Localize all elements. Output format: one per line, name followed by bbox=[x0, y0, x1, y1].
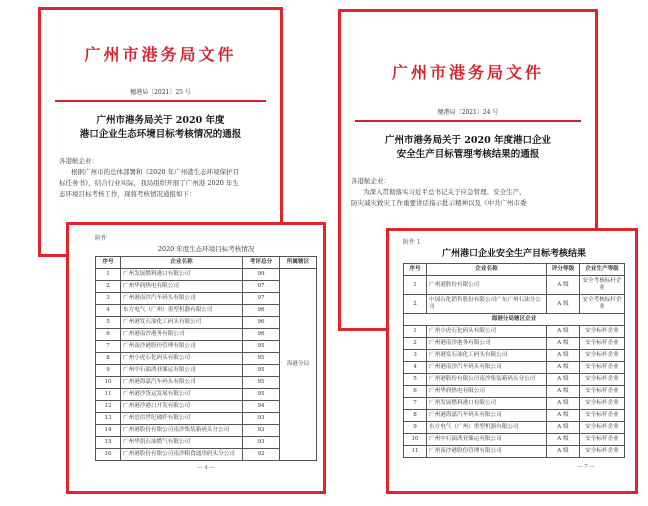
row-index: 2 bbox=[96, 281, 121, 293]
grade-cell: A 级 bbox=[547, 295, 580, 314]
score-cell: 97 bbox=[243, 293, 280, 305]
header-divider bbox=[355, 120, 581, 122]
row-index: 11 bbox=[404, 446, 427, 458]
attachment-safety-table bbox=[386, 228, 638, 494]
company-name: 中国石化销售股份有限公司广东广州石油分公司 bbox=[427, 295, 547, 314]
document-body: 各港航企业： 根据广州市的总体部署和《2020 年广州港生态环境保护目 标任务书》，结合行业实际，我局组织开展了广州港 2020 年生 态环境目标考核工作，现将考核情况通报如下： bbox=[59, 156, 266, 200]
grade-cell: A 级 bbox=[547, 434, 580, 446]
level-cell: 安全考核标杆企业 bbox=[580, 295, 625, 314]
level-cell: 安全标杆企业 bbox=[580, 374, 625, 386]
company-name: 广州港发石油化工码头有限公司 bbox=[121, 317, 243, 329]
company-name: 广州港南沙港务有限公司 bbox=[121, 329, 243, 341]
score-cell: 93 bbox=[243, 437, 280, 449]
grade-cell: A 级 bbox=[547, 410, 580, 422]
grade-cell: A 级 bbox=[547, 276, 580, 295]
table-row bbox=[404, 295, 625, 314]
page-number: — 7 — bbox=[577, 464, 595, 470]
attachment-title: 2020 年度生态环境目标考核情况 bbox=[157, 245, 255, 253]
company-name: 广州港股份有限公司南沙粮食通用码头分公司 bbox=[121, 449, 243, 461]
district-cell: 海港分局 bbox=[280, 269, 317, 461]
row-index: 2 bbox=[404, 338, 427, 350]
row-index: 3 bbox=[96, 293, 121, 305]
table-row bbox=[404, 398, 625, 410]
level-cell: 安全标杆企业 bbox=[580, 350, 625, 362]
row-index: 7 bbox=[96, 341, 121, 353]
row-index: 1 bbox=[404, 276, 427, 295]
level-cell: 安全标杆企业 bbox=[580, 446, 625, 458]
level-cell: 安全标杆企业 bbox=[580, 434, 625, 446]
row-index: 7 bbox=[404, 398, 427, 410]
row-index: 8 bbox=[96, 353, 121, 365]
row-index: 3 bbox=[404, 350, 427, 362]
company-name: 广州中石油鸿业储运有限公司 bbox=[121, 365, 243, 377]
score-cell: 92 bbox=[243, 449, 280, 461]
level-cell: 安全标杆企业 bbox=[580, 422, 625, 434]
table-row bbox=[404, 350, 625, 362]
score-cell: 97 bbox=[243, 281, 280, 293]
document-number: 穗港局〔2021〕24 号 bbox=[437, 109, 499, 116]
salutation: 各港航企业： bbox=[351, 176, 390, 185]
safety-score-table bbox=[403, 263, 625, 458]
row-index: 12 bbox=[96, 401, 121, 413]
row-index: 11 bbox=[96, 389, 121, 401]
company-name: 广州小虎石化码头有限公司 bbox=[427, 326, 547, 338]
company-name: 广州华润热电有限公司 bbox=[121, 281, 243, 293]
grade-cell: A 级 bbox=[547, 374, 580, 386]
row-index: 5 bbox=[96, 317, 121, 329]
row-index: 4 bbox=[404, 362, 427, 374]
score-cell: 93 bbox=[243, 413, 280, 425]
company-name: 广州港南沙汽车码头有限公司 bbox=[427, 362, 547, 374]
company-name: 广州港发石油化工码头有限公司 bbox=[427, 350, 547, 362]
row-index: 9 bbox=[96, 365, 121, 377]
score-cell: 94 bbox=[243, 401, 280, 413]
document-body: 各港航企业： 为深入贯彻落实习近平总书记关于应急管理、安全生产、 防灾减灾救灾工作重要讲话指示批示精神以及《中共广州市委 bbox=[351, 176, 585, 209]
company-name: 广州中石油鸿业储运有限公司 bbox=[427, 434, 547, 446]
document-title: 广州市港务局关于 2020 年度港口企业 安全生产目标管理考核结果的通报 bbox=[384, 134, 552, 160]
row-index: 1 bbox=[96, 269, 121, 281]
grade-cell: A 级 bbox=[547, 362, 580, 374]
document-title: 广州市港务局关于 2020 年度 港口企业生态环境目标考核情况的通报 bbox=[79, 114, 242, 140]
document-header: 广州市港务局文件 bbox=[391, 63, 544, 82]
row-index: 10 bbox=[404, 434, 427, 446]
company-name: 广州忠信世纪玻纤有限公司 bbox=[121, 413, 243, 425]
level-cell: 安全标杆企业 bbox=[580, 386, 625, 398]
table-row bbox=[404, 386, 625, 398]
row-index: 14 bbox=[96, 425, 121, 437]
row-index: 9 bbox=[404, 422, 427, 434]
company-name: 广州港沙港口开发有限公司 bbox=[121, 401, 243, 413]
row-index: 5 bbox=[404, 374, 427, 386]
company-name: 广州港沙货运发展有限公司 bbox=[121, 389, 243, 401]
table-row bbox=[404, 326, 625, 338]
page-number: — 4 — bbox=[197, 465, 215, 471]
section-label: 海港分局辖区企业 bbox=[404, 314, 625, 326]
attachment-label: 附件 bbox=[95, 235, 108, 242]
salutation: 各港航企业： bbox=[59, 156, 98, 165]
level-cell: 安全标杆企业 bbox=[580, 398, 625, 410]
company-name: 广州小虎石化码头有限公司 bbox=[121, 353, 243, 365]
row-index: 4 bbox=[96, 305, 121, 317]
attachment-label: 附件 1 bbox=[403, 239, 421, 246]
row-index: 8 bbox=[404, 410, 427, 422]
score-cell: 93 bbox=[243, 425, 280, 437]
grade-cell: A 级 bbox=[547, 398, 580, 410]
table-row bbox=[404, 374, 625, 386]
level-cell: 安全考核标杆企业 bbox=[580, 276, 625, 295]
row-index: 1 bbox=[404, 326, 427, 338]
row-index: 6 bbox=[96, 329, 121, 341]
table-row bbox=[404, 422, 625, 434]
level-cell: 安全标杆企业 bbox=[580, 410, 625, 422]
row-index: 16 bbox=[96, 449, 121, 461]
section-row bbox=[404, 314, 625, 326]
grade-cell: A 级 bbox=[547, 350, 580, 362]
table-row bbox=[404, 338, 625, 350]
company-name: 广州南沙港股份管理有限公司 bbox=[427, 446, 547, 458]
score-cell: 95 bbox=[243, 389, 280, 401]
score-cell: 95 bbox=[243, 377, 280, 389]
company-name: 广州港股份有限公司南沙集装箱码头分公司 bbox=[121, 425, 243, 437]
grade-cell: A 级 bbox=[547, 446, 580, 458]
table-row bbox=[404, 446, 625, 458]
row-index: 2 bbox=[404, 295, 427, 314]
document-header: 广州市港务局文件 bbox=[84, 45, 237, 64]
company-name: 广州南沙港股份管理有限公司 bbox=[121, 341, 243, 353]
score-cell: 99 bbox=[243, 269, 280, 281]
score-cell: 96 bbox=[243, 329, 280, 341]
table-row bbox=[404, 362, 625, 374]
level-cell: 安全标杆企业 bbox=[580, 326, 625, 338]
company-name: 东方电气（广州）重型机器有限公司 bbox=[427, 422, 547, 434]
notice-document-ecology bbox=[38, 7, 283, 257]
company-name: 广州华凯石油燃气有限公司 bbox=[121, 437, 243, 449]
row-index: 10 bbox=[96, 377, 121, 389]
grade-cell: A 级 bbox=[547, 422, 580, 434]
score-cell: 96 bbox=[243, 305, 280, 317]
attachment-ecology-table bbox=[66, 222, 326, 494]
company-name: 广州港股份有限公司 bbox=[427, 276, 547, 295]
company-name: 广州港南沙港务有限公司 bbox=[427, 338, 547, 350]
company-name: 广州港南沙汽车码头有限公司 bbox=[121, 293, 243, 305]
table-row bbox=[404, 434, 625, 446]
header-divider bbox=[55, 100, 266, 102]
attachment-title: 广州港口企业安全生产目标考核结果 bbox=[441, 249, 586, 259]
grade-cell: A 级 bbox=[547, 386, 580, 398]
table-header-row: 序号 企业名称 考评总分 所属辖区 bbox=[96, 257, 317, 269]
company-name: 广州发展燃料港口有限公司 bbox=[121, 269, 243, 281]
table-row bbox=[96, 269, 317, 281]
score-cell: 95 bbox=[243, 341, 280, 353]
table-header-row: 序号 企业名称 评分等级 企业生产等级 bbox=[404, 264, 625, 276]
grade-cell: A 级 bbox=[547, 326, 580, 338]
company-name: 广州港海嘉汽车码头有限公司 bbox=[121, 377, 243, 389]
row-index: 15 bbox=[96, 437, 121, 449]
company-name: 广州港海嘉汽车码头有限公司 bbox=[427, 410, 547, 422]
grade-cell: A 级 bbox=[547, 338, 580, 350]
row-index: 6 bbox=[404, 386, 427, 398]
document-number: 穗港局〔2021〕25 号 bbox=[130, 89, 191, 96]
row-index: 13 bbox=[96, 413, 121, 425]
score-cell: 95 bbox=[243, 353, 280, 365]
level-cell: 安全标杆企业 bbox=[580, 362, 625, 374]
company-name: 广州华润热电有限公司 bbox=[427, 386, 547, 398]
table-row bbox=[404, 276, 625, 295]
company-name: 广州港股份有限公司南沙集装箱码头分公司 bbox=[427, 374, 547, 386]
level-cell: 安全标杆企业 bbox=[580, 338, 625, 350]
company-name: 东方电气（广州）重型机器有限公司 bbox=[121, 305, 243, 317]
score-cell: 96 bbox=[243, 317, 280, 329]
score-cell: 95 bbox=[243, 365, 280, 377]
company-name: 广州发展燃料港口有限公司 bbox=[427, 398, 547, 410]
table-row bbox=[404, 410, 625, 422]
ecology-score-table bbox=[95, 256, 317, 461]
